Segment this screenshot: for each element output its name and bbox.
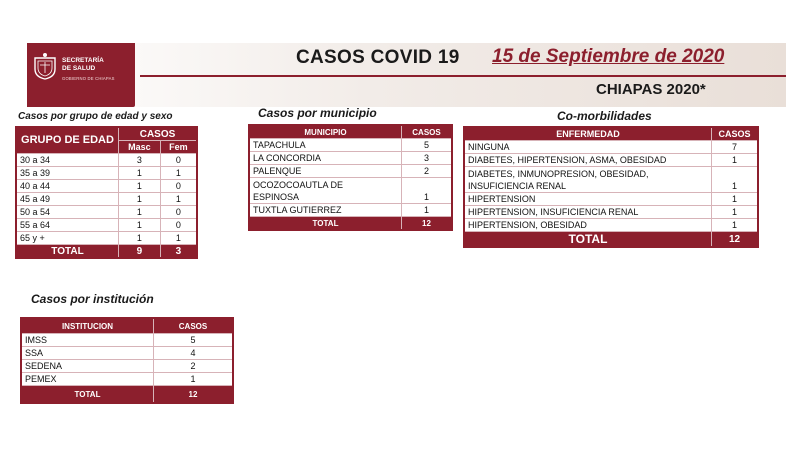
table-row — [16, 180, 197, 193]
institution-cell: IMSS — [21, 334, 154, 347]
municipality-cell: TAPACHULA — [249, 139, 402, 152]
female-cell: 0 — [160, 180, 197, 193]
table-row — [464, 193, 758, 206]
total-row — [16, 245, 197, 259]
disease-line1: DIABETES, INMUNOPRESION, OBESIDAD, — [468, 168, 649, 179]
municipality-cell — [249, 178, 402, 204]
table-row — [16, 154, 197, 167]
age-group-cell: 30 a 34 — [16, 154, 119, 167]
disease-cell — [464, 167, 712, 193]
comorbidity-table — [463, 126, 759, 248]
comorbidity-cases-header: CASOS — [712, 127, 759, 141]
total-label: TOTAL — [464, 232, 712, 248]
cases-cell: 2 — [154, 360, 234, 373]
table-row — [21, 360, 233, 373]
total-male: 9 — [119, 245, 161, 259]
male-header: Masc — [119, 141, 161, 154]
title-underline — [140, 75, 786, 77]
logo-text-gobierno: GOBIERNO DE CHIAPAS — [62, 76, 115, 81]
age-group-cell: 65 y + — [16, 232, 119, 245]
table-row — [16, 206, 197, 219]
municipality-cell: LA CONCORDIA — [249, 152, 402, 165]
age-group-cell: 50 a 54 — [16, 206, 119, 219]
table-row — [16, 219, 197, 232]
male-cell: 1 — [119, 167, 161, 180]
age-group-cell: 55 a 64 — [16, 219, 119, 232]
table-row — [249, 178, 452, 204]
female-cell: 1 — [160, 193, 197, 206]
table-row — [16, 193, 197, 206]
male-cell: 1 — [119, 193, 161, 206]
table-row — [464, 206, 758, 219]
municipality-line2: ESPINOSA — [253, 191, 300, 202]
total-female: 3 — [160, 245, 197, 259]
institution-table — [20, 317, 234, 404]
male-cell: 3 — [119, 154, 161, 167]
page-title: CASOS COVID 19 — [296, 47, 460, 68]
disease-cell: HIPERTENSION — [464, 193, 712, 206]
institution-header: INSTITUCION — [21, 318, 154, 334]
age-group-header: GRUPO DE EDAD — [16, 127, 119, 154]
table-row — [464, 141, 758, 154]
disease-line2: INSUFICIENCIA RENAL — [468, 180, 567, 191]
institution-cell: PEMEX — [21, 373, 154, 386]
municipality-header: MUNICIPIO — [249, 125, 402, 139]
cases-cell: 1 — [712, 193, 759, 206]
cases-cell: 3 — [402, 152, 453, 165]
total-row — [21, 386, 233, 404]
cases-cell: 2 — [402, 165, 453, 178]
table-row — [249, 165, 452, 178]
institution-section-title: Casos por institución — [31, 292, 154, 306]
municipality-cell: PALENQUE — [249, 165, 402, 178]
cases-cell: 5 — [402, 139, 453, 152]
disease-cell: NINGUNA — [464, 141, 712, 154]
age-cases-header: CASOS — [119, 127, 198, 141]
state-label: CHIAPAS 2020* — [596, 81, 706, 98]
female-cell: 1 — [160, 232, 197, 245]
male-cell: 1 — [119, 180, 161, 193]
cases-cell: 1 — [712, 154, 759, 167]
total-value: 12 — [402, 217, 453, 231]
municipality-cell: TUXTLA GUTIERREZ — [249, 204, 402, 217]
total-value: 12 — [712, 232, 759, 248]
municipality-line1: OCOZOCOAUTLA DE — [253, 179, 344, 190]
female-header: Fem — [160, 141, 197, 154]
report-date: 15 de Septiembre de 2020 — [492, 46, 725, 67]
age-group-cell: 40 a 44 — [16, 180, 119, 193]
cases-cell: 1 — [712, 167, 759, 193]
table-row — [249, 204, 452, 217]
male-cell: 1 — [119, 232, 161, 245]
cases-cell: 1 — [712, 219, 759, 232]
female-cell: 1 — [160, 167, 197, 180]
logo-text-secretaria: SECRETARÍA — [62, 57, 104, 64]
cases-cell: 1 — [154, 373, 234, 386]
female-cell: 0 — [160, 206, 197, 219]
table-row — [249, 139, 452, 152]
table-row — [464, 154, 758, 167]
total-row — [249, 217, 452, 231]
municipality-table — [248, 124, 453, 231]
institution-cases-header: CASOS — [154, 318, 234, 334]
female-cell: 0 — [160, 154, 197, 167]
table-row — [21, 373, 233, 386]
table-row — [16, 232, 197, 245]
cases-cell: 4 — [154, 347, 234, 360]
male-cell: 1 — [119, 219, 161, 232]
age-sex-table — [15, 126, 198, 259]
disease-header: ENFERMEDAD — [464, 127, 712, 141]
age-group-cell: 45 a 49 — [16, 193, 119, 206]
logo-text-salud: DE SALUD — [62, 65, 96, 72]
table-row — [21, 347, 233, 360]
disease-cell: HIPERTENSION, OBESIDAD — [464, 219, 712, 232]
municipality-cases-header: CASOS — [402, 125, 453, 139]
age-group-cell: 35 a 39 — [16, 167, 119, 180]
age-section-title: Casos por grupo de edad y sexo — [18, 111, 173, 122]
table-row — [464, 167, 758, 193]
cases-cell: 1 — [402, 178, 453, 204]
institution-cell: SSA — [21, 347, 154, 360]
cases-cell: 1 — [712, 206, 759, 219]
table-row — [21, 334, 233, 347]
cases-cell: 1 — [402, 204, 453, 217]
municipality-section-title: Casos por municipio — [258, 106, 377, 120]
table-row — [464, 219, 758, 232]
table-row — [249, 152, 452, 165]
comorbidity-section-title: Co-morbilidades — [557, 109, 652, 123]
disease-cell: HIPERTENSION, INSUFICIENCIA RENAL — [464, 206, 712, 219]
total-label: TOTAL — [249, 217, 402, 231]
female-cell: 0 — [160, 219, 197, 232]
total-label: TOTAL — [16, 245, 119, 259]
total-value: 12 — [154, 386, 234, 404]
institution-cell: SEDENA — [21, 360, 154, 373]
total-label: TOTAL — [21, 386, 154, 404]
male-cell: 1 — [119, 206, 161, 219]
table-row — [16, 167, 197, 180]
cases-cell: 7 — [712, 141, 759, 154]
seal-icon — [32, 52, 58, 80]
disease-cell: DIABETES, HIPERTENSION, ASMA, OBESIDAD — [464, 154, 712, 167]
total-row — [464, 232, 758, 248]
cases-cell: 5 — [154, 334, 234, 347]
